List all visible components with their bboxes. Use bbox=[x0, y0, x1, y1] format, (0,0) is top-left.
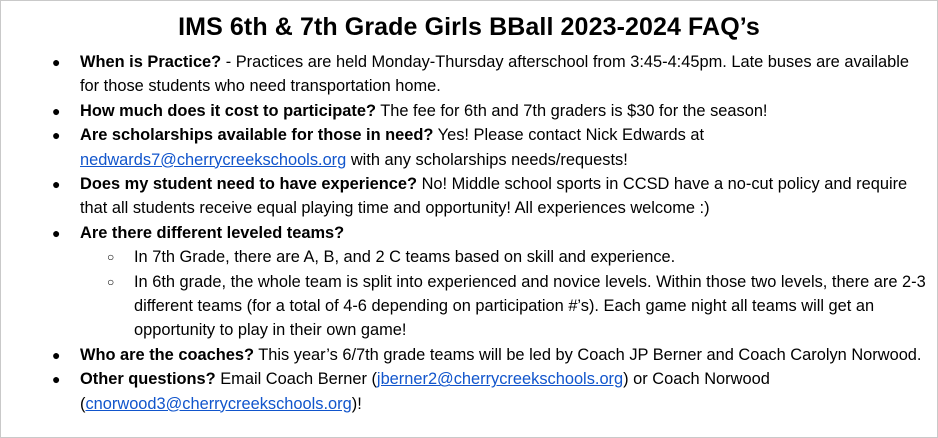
hollow-bullet-icon: ○ bbox=[107, 250, 115, 265]
faq-question: Are there different leveled teams? bbox=[80, 223, 345, 242]
faq-item-other bbox=[52, 367, 932, 416]
faq-question: How much does it cost to participate? bbox=[80, 101, 376, 120]
sub-item-text: In 6th grade, the whole team is split into experienced and novice levels. Within those two levels, there are 2-3 different teams (for a total of 4-6 depending on participation #’s). Each game night all teams will get an opportunity to play in their own game! bbox=[134, 272, 926, 340]
bullet-icon: ● bbox=[52, 102, 61, 119]
faq-list bbox=[52, 50, 932, 416]
faq-answer-continued: )! bbox=[351, 394, 362, 413]
teams-sub-list bbox=[80, 245, 932, 343]
faq-question: Other questions? bbox=[80, 370, 216, 389]
page-title: IMS 6th & 7th Grade Girls BBall 2023-2024 FAQ’s bbox=[178, 13, 760, 41]
hollow-bullet-icon: ○ bbox=[107, 274, 115, 289]
faq-question: When is Practice? bbox=[80, 53, 222, 71]
email-link-jberner[interactable]: jberner2@cherrycreekschools.org bbox=[376, 370, 624, 389]
bullet-icon: ● bbox=[52, 224, 61, 241]
faq-item-experience bbox=[52, 172, 932, 221]
faq-item-scholarships bbox=[52, 123, 932, 172]
email-link-nedwards[interactable]: nedwards7@cherrycreekschools.org bbox=[80, 150, 347, 169]
faq-answer-middle: ) or Coach Norwood ( bbox=[80, 370, 770, 413]
bullet-icon: ● bbox=[52, 54, 61, 70]
faq-answer: The fee for 6th and 7th graders is $30 for the season! bbox=[375, 101, 768, 120]
faq-answer: Yes! Please contact Nick Edwards at bbox=[433, 126, 705, 145]
sub-item-text: In 7th Grade, there are A, B, and 2 C teams based on skill and experience. bbox=[134, 248, 676, 267]
faq-question: Who are the coaches? bbox=[80, 345, 254, 364]
faq-answer-continued: with any scholarships needs/requests! bbox=[346, 150, 628, 169]
faq-answer: This year’s 6/7th grade teams will be led by Coach JP Berner and Coach Carolyn Norwood. bbox=[253, 345, 922, 364]
bullet-icon: ● bbox=[52, 371, 61, 388]
faq-answer: No! Middle school sports in CCSD have a no-cut policy and require that all students receive equal playing time and opportunity! All experiences welcome :) bbox=[80, 175, 908, 218]
faq-item-practice bbox=[52, 50, 932, 99]
sub-list-item bbox=[107, 245, 932, 269]
faq-item-coaches bbox=[52, 343, 932, 367]
bullet-icon: ● bbox=[52, 127, 61, 144]
faq-answer: Email Coach Berner ( bbox=[215, 370, 377, 389]
sub-list-item bbox=[107, 270, 932, 343]
bullet-icon: ● bbox=[52, 346, 61, 363]
faq-item-cost bbox=[52, 99, 932, 123]
email-link-cnorwood[interactable]: cnorwood3@cherrycreekschools.org bbox=[85, 394, 352, 413]
faq-question: Does my student need to have experience? bbox=[80, 175, 418, 194]
faq-item-teams bbox=[52, 221, 932, 343]
bullet-icon: ● bbox=[52, 176, 61, 193]
faq-answer: - Practices are held Monday-Thursday afterschool from 3:45-4:45pm. Late buses are available for those students who need transportation home. bbox=[80, 53, 910, 96]
faq-question: Are scholarships available for those in need? bbox=[80, 126, 434, 145]
